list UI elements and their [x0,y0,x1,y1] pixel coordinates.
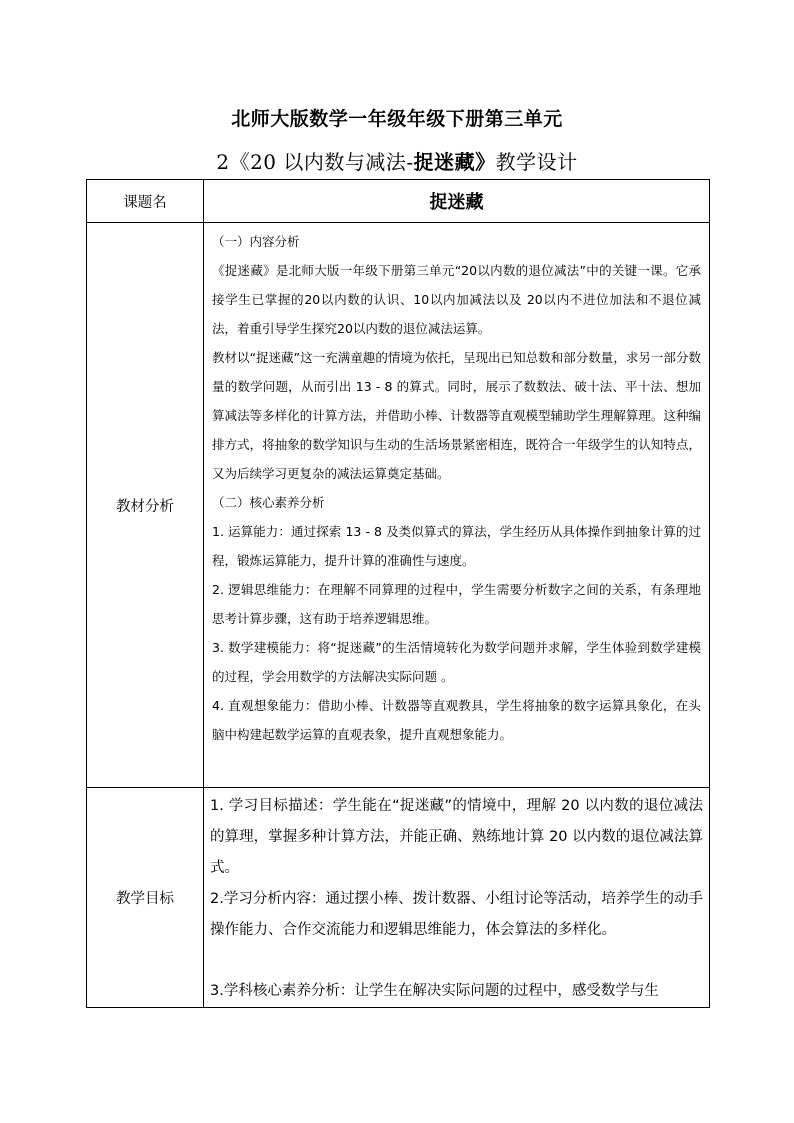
goals-item: 2.学习分析内容：通过摆小棒、拨计数器、小组讨论等活动，培养学生的动手操作能力、合作交流能力和逻辑思维能力，体会算法的多样化。 [210,891,703,938]
goals-content [204,788,710,1008]
table-row-analysis [87,223,710,788]
analysis-item: 2. 逻辑思维能力：在理解不同算理的过程中，学生需要分析数字之间的关系，有条理地思考计算步骤，这有助于培养逻辑思维。 [212,582,701,626]
goals-label: 教学目标 [87,788,204,1008]
analysis-label: 教材分析 [87,223,204,788]
analysis-paragraph: 《捉迷藏》是北师大版一年级下册第三单元“20以内数的退位减法”中的关键一课。它承接学生已掌握的20以内数的认识、10以内加减法以及 20以内不进位加法和不退位减法，着重引导学生探究20以内数的退位减法运算。 [212,263,701,336]
document-title: 北师大版数学一年级年级下册第三单元 [231,108,563,130]
goals-item: 1. 学习目标描述：学生能在“捉迷藏”的情境中，理解 20 以内数的退位减法的算理，掌握多种计算方法，并能正确、熟练地计算 20 以内数的退位减法算式。 [210,798,703,876]
spacer [204,946,709,976]
analysis-content [204,223,710,788]
subtitle-bold: 捉迷藏》 [413,150,496,174]
goals-item: 3.学科核心素养分析：让学生在解决实际问题的过程中，感受数学与生 [210,983,659,999]
subtitle-prefix: 2《20 以内数与减法- [216,150,414,174]
analysis-item: 4. 直观想象能力：借助小棒、计数器等直观教具，学生将抽象的数字运算具象化，在头脑中构建起数学运算的直观表象，提升直观想象能力。 [212,698,701,742]
document-subtitle [0,146,794,175]
analysis-item: 3. 数学建模能力：将“捉迷藏”的生活情境转化为数学问题并求解，学生体验到数学建模的过程，学会用数学的方法解决实际问题 。 [212,640,701,684]
analysis-item: 1. 运算能力：通过探索 13 - 8 及类似算式的算法，学生经历从具体操作到抽象计算的过程，锻炼运算能力，提升计算的准确性与速度。 [212,524,701,568]
table-row-goals [87,788,710,1008]
topic-label: 课题名 [87,180,204,223]
topic-value: 捉迷藏 [204,180,710,223]
analysis-paragraph: 教材以“捉迷藏”这一充满童趣的情境为依托，呈现出已知总数和部分数量，求另一部分数量的数学问题，从而引出 13 - 8 的算式。同时，展示了数数法、破十法、平十法、想加算减法等多样化的计算方法，并借助小棒、计数器等直观模型辅助学生理解算理。这种编排方式，将抽象的数学知识与生动的生活场景紧密相连，既符合一年级学生的认知特点，又为后续学习更复杂的减法运算奠定基础。 [212,350,701,481]
analysis-heading-2: （二）核心素养分析 [212,495,325,510]
subtitle-suffix: 教学设计 [495,150,578,174]
table-row-topic [87,180,710,223]
lesson-plan-table [86,179,710,1008]
analysis-heading-1: （一）内容分析 [212,234,300,249]
